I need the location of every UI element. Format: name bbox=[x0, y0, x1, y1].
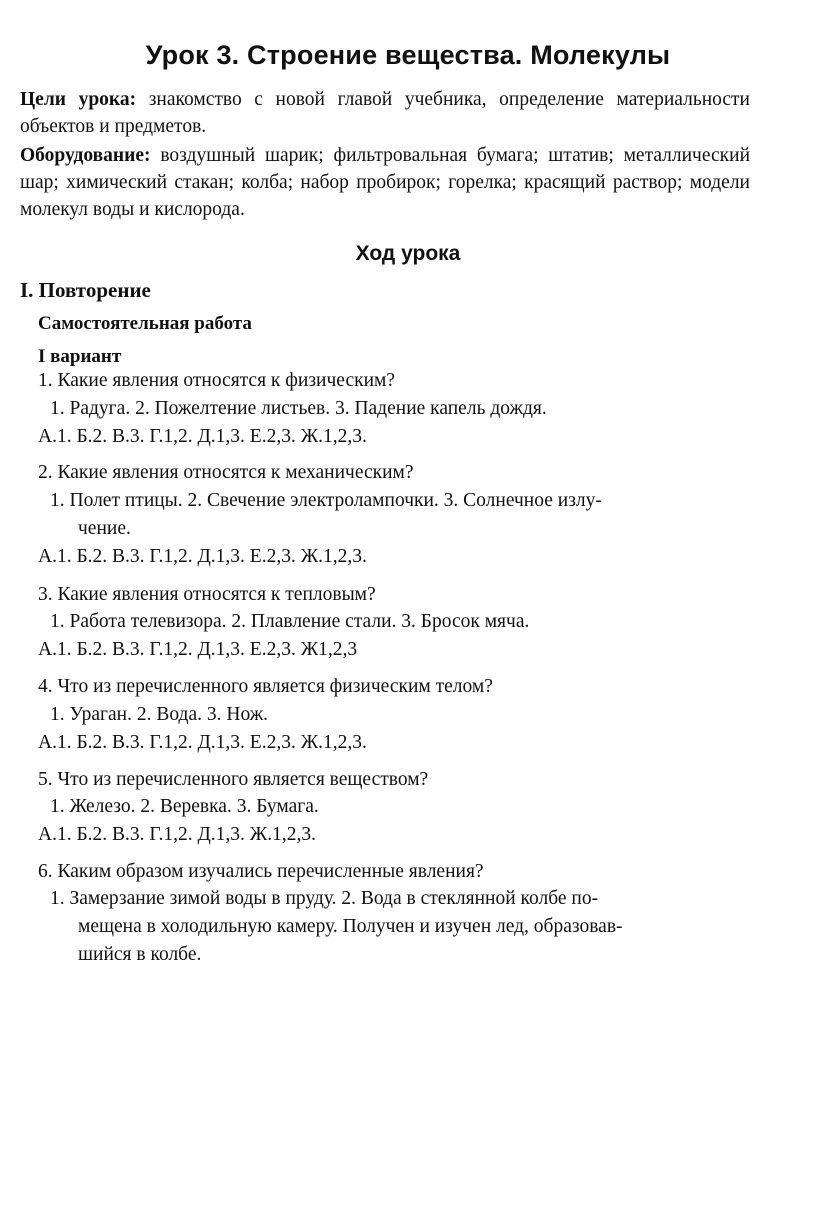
question-4-options: 1. Ураган. 2. Вода. 3. Нож. bbox=[50, 704, 269, 725]
independent-work-heading: Самостоятельная работа bbox=[38, 313, 252, 334]
question-6-options-line1: 1. Замерзание зимой воды в пруду. 2. Вода в стеклянной колбе по- bbox=[50, 888, 599, 909]
question-1: 1. Какие явления относятся к физическим? bbox=[38, 370, 395, 391]
question-2-options-line1: 1. Полет птицы. 2. Свечение электролампочки. 3. Солнечное излу- bbox=[50, 490, 602, 511]
question-6-options-line2: мещена в холодильную камеру. Получен и изучен лед, образовав- bbox=[78, 916, 623, 937]
question-6-options-line3: шийся в колбе. bbox=[78, 944, 202, 965]
question-3-options: 1. Работа телевизора. 2. Плавление стали. 3. Бросок мяча. bbox=[50, 611, 530, 632]
lesson-equipment bbox=[20, 142, 750, 223]
question-2-options-line2: чение. bbox=[78, 518, 131, 539]
lesson-progress-heading: Ход урока bbox=[355, 242, 461, 265]
question-4-answers: А.1. Б.2. В.3. Г.1,2. Д.1,3. Е.2,3. Ж.1,2,3. bbox=[38, 732, 367, 753]
question-2-answers: А.1. Б.2. В.3. Г.1,2. Д.1,3. Е.2,3. Ж.1,2,3. bbox=[38, 546, 367, 567]
goals-label: Цели урока: bbox=[20, 89, 137, 110]
question-3: 3. Какие явления относятся к тепловым? bbox=[38, 584, 376, 605]
question-2: 2. Какие явления относятся к механическим? bbox=[38, 462, 414, 483]
lesson-goals bbox=[20, 86, 750, 140]
question-1-options: 1. Радуга. 2. Пожелтение листьев. 3. Падение капель дождя. bbox=[50, 398, 547, 419]
question-5: 5. Что из перечисленного является веществом? bbox=[38, 769, 429, 790]
page-title: Урок 3. Строение вещества. Молекулы bbox=[145, 40, 671, 70]
question-5-options: 1. Железо. 2. Веревка. 3. Бумага. bbox=[50, 796, 319, 817]
question-6: 6. Каким образом изучались перечисленные явления? bbox=[38, 861, 484, 882]
equipment-label: Оборудование: bbox=[20, 145, 151, 166]
question-5-answers: А.1. Б.2. В.3. Г.1,2. Д.1,3. Ж.1,2,3. bbox=[38, 824, 317, 845]
question-1-answers: А.1. Б.2. В.3. Г.1,2. Д.1,3. Е.2,3. Ж.1,2,3. bbox=[38, 426, 367, 447]
question-4: 4. Что из перечисленного является физическим телом? bbox=[38, 676, 493, 697]
section-heading: I. Повторение bbox=[20, 278, 151, 302]
question-3-answers: А.1. Б.2. В.3. Г.1,2. Д.1,3. Е.2,3. Ж1,2,3 bbox=[38, 639, 358, 660]
goals-text: знакомство с новой главой учебника, определение материальности объектов и предметов. bbox=[20, 89, 750, 137]
variant-heading: I вариант bbox=[38, 346, 122, 367]
equipment-text: воздушный шарик; фильтровальная бумага; штатив; металлический шар; химический стакан; колба; набор пробирок; горелка; красящий раствор; модели молекул воды и кислорода. bbox=[20, 145, 751, 220]
